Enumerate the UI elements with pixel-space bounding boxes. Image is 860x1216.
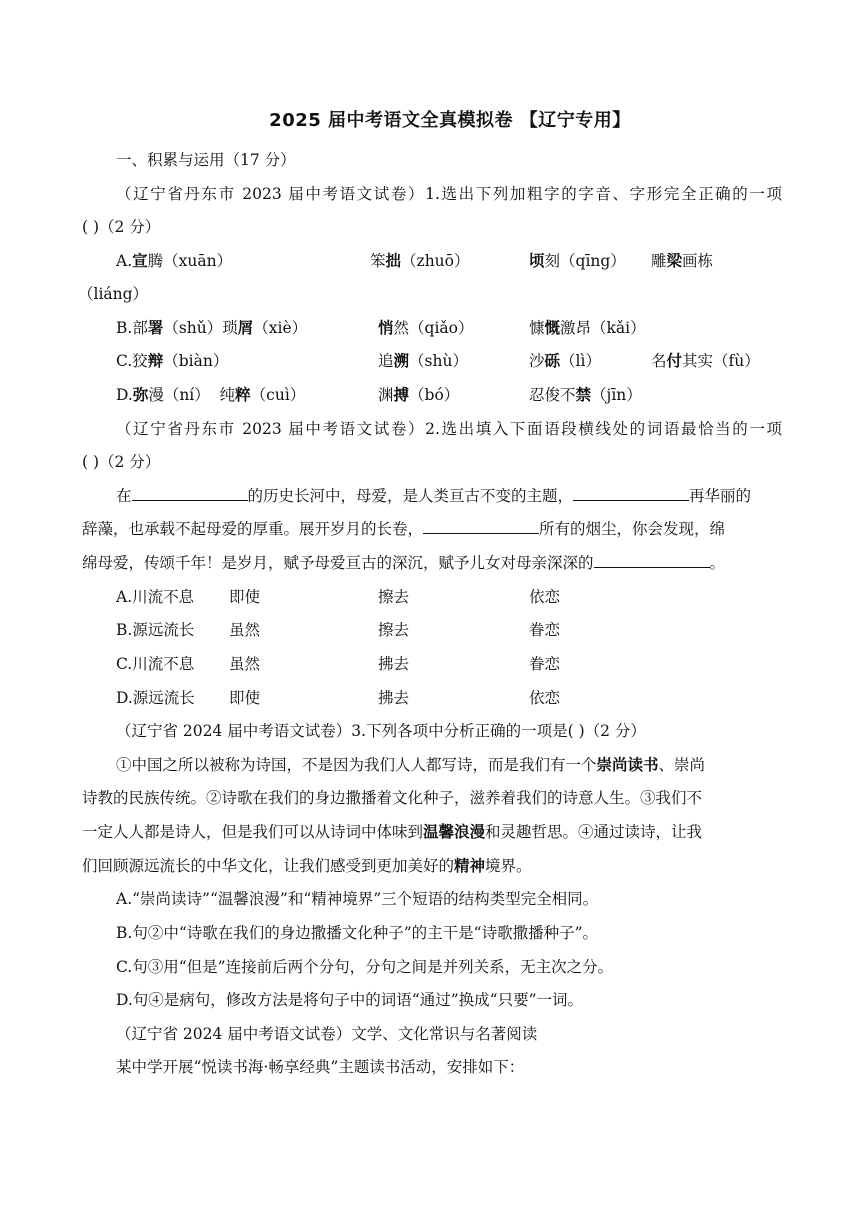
q1-option-a-wrap: （liáng） <box>78 285 149 303</box>
blank-1 <box>132 486 248 501</box>
q2-option-1-d: 依恋 <box>529 588 561 606</box>
section-heading: 一、积累与运用（17 分） <box>116 151 296 169</box>
q2-option-3-b: 虽然 <box>229 655 261 673</box>
q3-passage-line1: ①中国之所以被称为诗国，不是因为我们人人都写诗，而是我们有一个崇尚读书、崇尚 <box>116 755 706 774</box>
q1-option-c-col3: 沙砾（lì） <box>529 351 601 370</box>
q4-intro: （辽宁省 2024 届中考语文试卷）文学、文化常识与名著阅读 <box>116 1025 538 1043</box>
q1-option-c-col1: C.狡辩（biàn） <box>116 351 229 370</box>
q3-option-a: A.“崇尚读诗”“温馨浪漫”和“精神境界”三个短语的结构类型完全相同。 <box>116 890 599 908</box>
q1-option-a-col4: 雕梁画栋 <box>651 251 714 270</box>
q3-passage-line2: 诗教的民族传统。②诗歌在我们的身边撒播着文化种子，滋养着我们的诗意人生。③我们不 <box>82 789 703 807</box>
q1-paren: ( )（2 分） <box>82 218 161 236</box>
q1-option-d-col1: D.弥漫（ní） 纯粹（cuì） <box>116 385 306 404</box>
q2-option-4-c: 拂去 <box>378 689 410 707</box>
q3-intro: （辽宁省 2024 届中考语文试卷）3.下列各项中分析正确的一项是( )（2 分） <box>116 722 646 740</box>
q3-passage-line4: 们回顾源远流长的中华文化，让我们感受到更加美好的精神境界。 <box>82 856 532 875</box>
q2-passage-line2: 辞藻，也承载不起母爱的厚重。展开岁月的长卷， 所有的烟尘，你会发现，绵 <box>82 520 726 538</box>
q1-option-a-col2: 笨拙（zhuō） <box>370 251 470 270</box>
q2-intro: （辽宁省丹东市 2023 届中考语文试卷）2.选出填入下面语段横线处的词语最恰当的一项 <box>116 420 782 438</box>
q4-activity: 某中学开展“悦读书海·畅享经典”主题读书活动，安排如下： <box>116 1058 525 1076</box>
q2-option-4-d: 依恋 <box>529 689 561 707</box>
q2-option-1-c: 擦去 <box>378 588 410 606</box>
q1-option-d-col3: 忍俊不禁（jīn） <box>529 385 642 404</box>
q3-option-c: C.句③用“但是”连接前后两个分句，分句之间是并列关系，无主次之分。 <box>116 958 614 976</box>
page-title: 2025 届中考语文全真模拟卷 【辽宁专用】 <box>269 110 631 131</box>
q3-passage-line3: 一定人人都是诗人，但是我们可以从诗词中体味到温馨浪漫和灵趣哲思。④通过读诗，让我 <box>82 822 703 841</box>
q2-passage-line1: 在 的历史长河中，母爱，是人类亘古不变的主题， 再华丽的 <box>116 487 752 505</box>
q2-option-3-a: C.川流不息 <box>116 655 195 673</box>
q2-passage-line3: 绵母爱，传颂千年！是岁月，赋予母爱亘古的深沉，赋予儿女对母亲深深的 。 <box>82 554 726 572</box>
q2-option-2-a: B.源远流长 <box>116 621 195 639</box>
q1-option-d-col2: 渊搏（bó） <box>378 385 460 404</box>
q1-option-b-col1: B.部署（shǔ）琐屑（xiè） <box>116 318 308 337</box>
blank-3 <box>423 519 539 534</box>
q2-option-4-b: 即使 <box>229 689 261 707</box>
q1-intro: （辽宁省丹东市 2023 届中考语文试卷）1.选出下列加粗字的字音、字形完全正确的一项 <box>116 185 782 203</box>
q2-option-2-d: 眷恋 <box>529 621 561 639</box>
q1-option-b-col3: 慷慨激昂（kǎi） <box>529 318 646 337</box>
q1-option-a-col3: 顷刻（qīng） <box>529 251 626 270</box>
q1-option-b-col2: 悄然（qiǎo） <box>378 318 474 337</box>
q2-option-4-a: D.源远流长 <box>116 689 195 707</box>
q3-option-b: B.句②中“诗歌在我们的身边撒播文化种子”的主干是“诗歌撒播种子”。 <box>116 924 599 942</box>
q1-option-c-col4: 名付其实（fù） <box>651 351 760 370</box>
q3-option-d: D.句④是病句，修改方法是将句子中的词语“通过”换成“只要”一词。 <box>116 991 584 1009</box>
q2-paren: ( )（2 分） <box>82 453 161 471</box>
q2-option-1-a: A.川流不息 <box>116 588 195 606</box>
blank-4 <box>594 553 710 568</box>
blank-2 <box>573 486 689 501</box>
q2-option-3-c: 拂去 <box>378 655 410 673</box>
q2-option-1-b: 即使 <box>229 588 261 606</box>
q2-option-2-c: 擦去 <box>378 621 410 639</box>
q2-option-3-d: 眷恋 <box>529 655 561 673</box>
q1-option-c-col2: 追溯（shù） <box>378 351 468 370</box>
q2-option-2-b: 虽然 <box>229 621 261 639</box>
q1-option-a-col1: A.宣腾（xuān） <box>116 251 233 270</box>
